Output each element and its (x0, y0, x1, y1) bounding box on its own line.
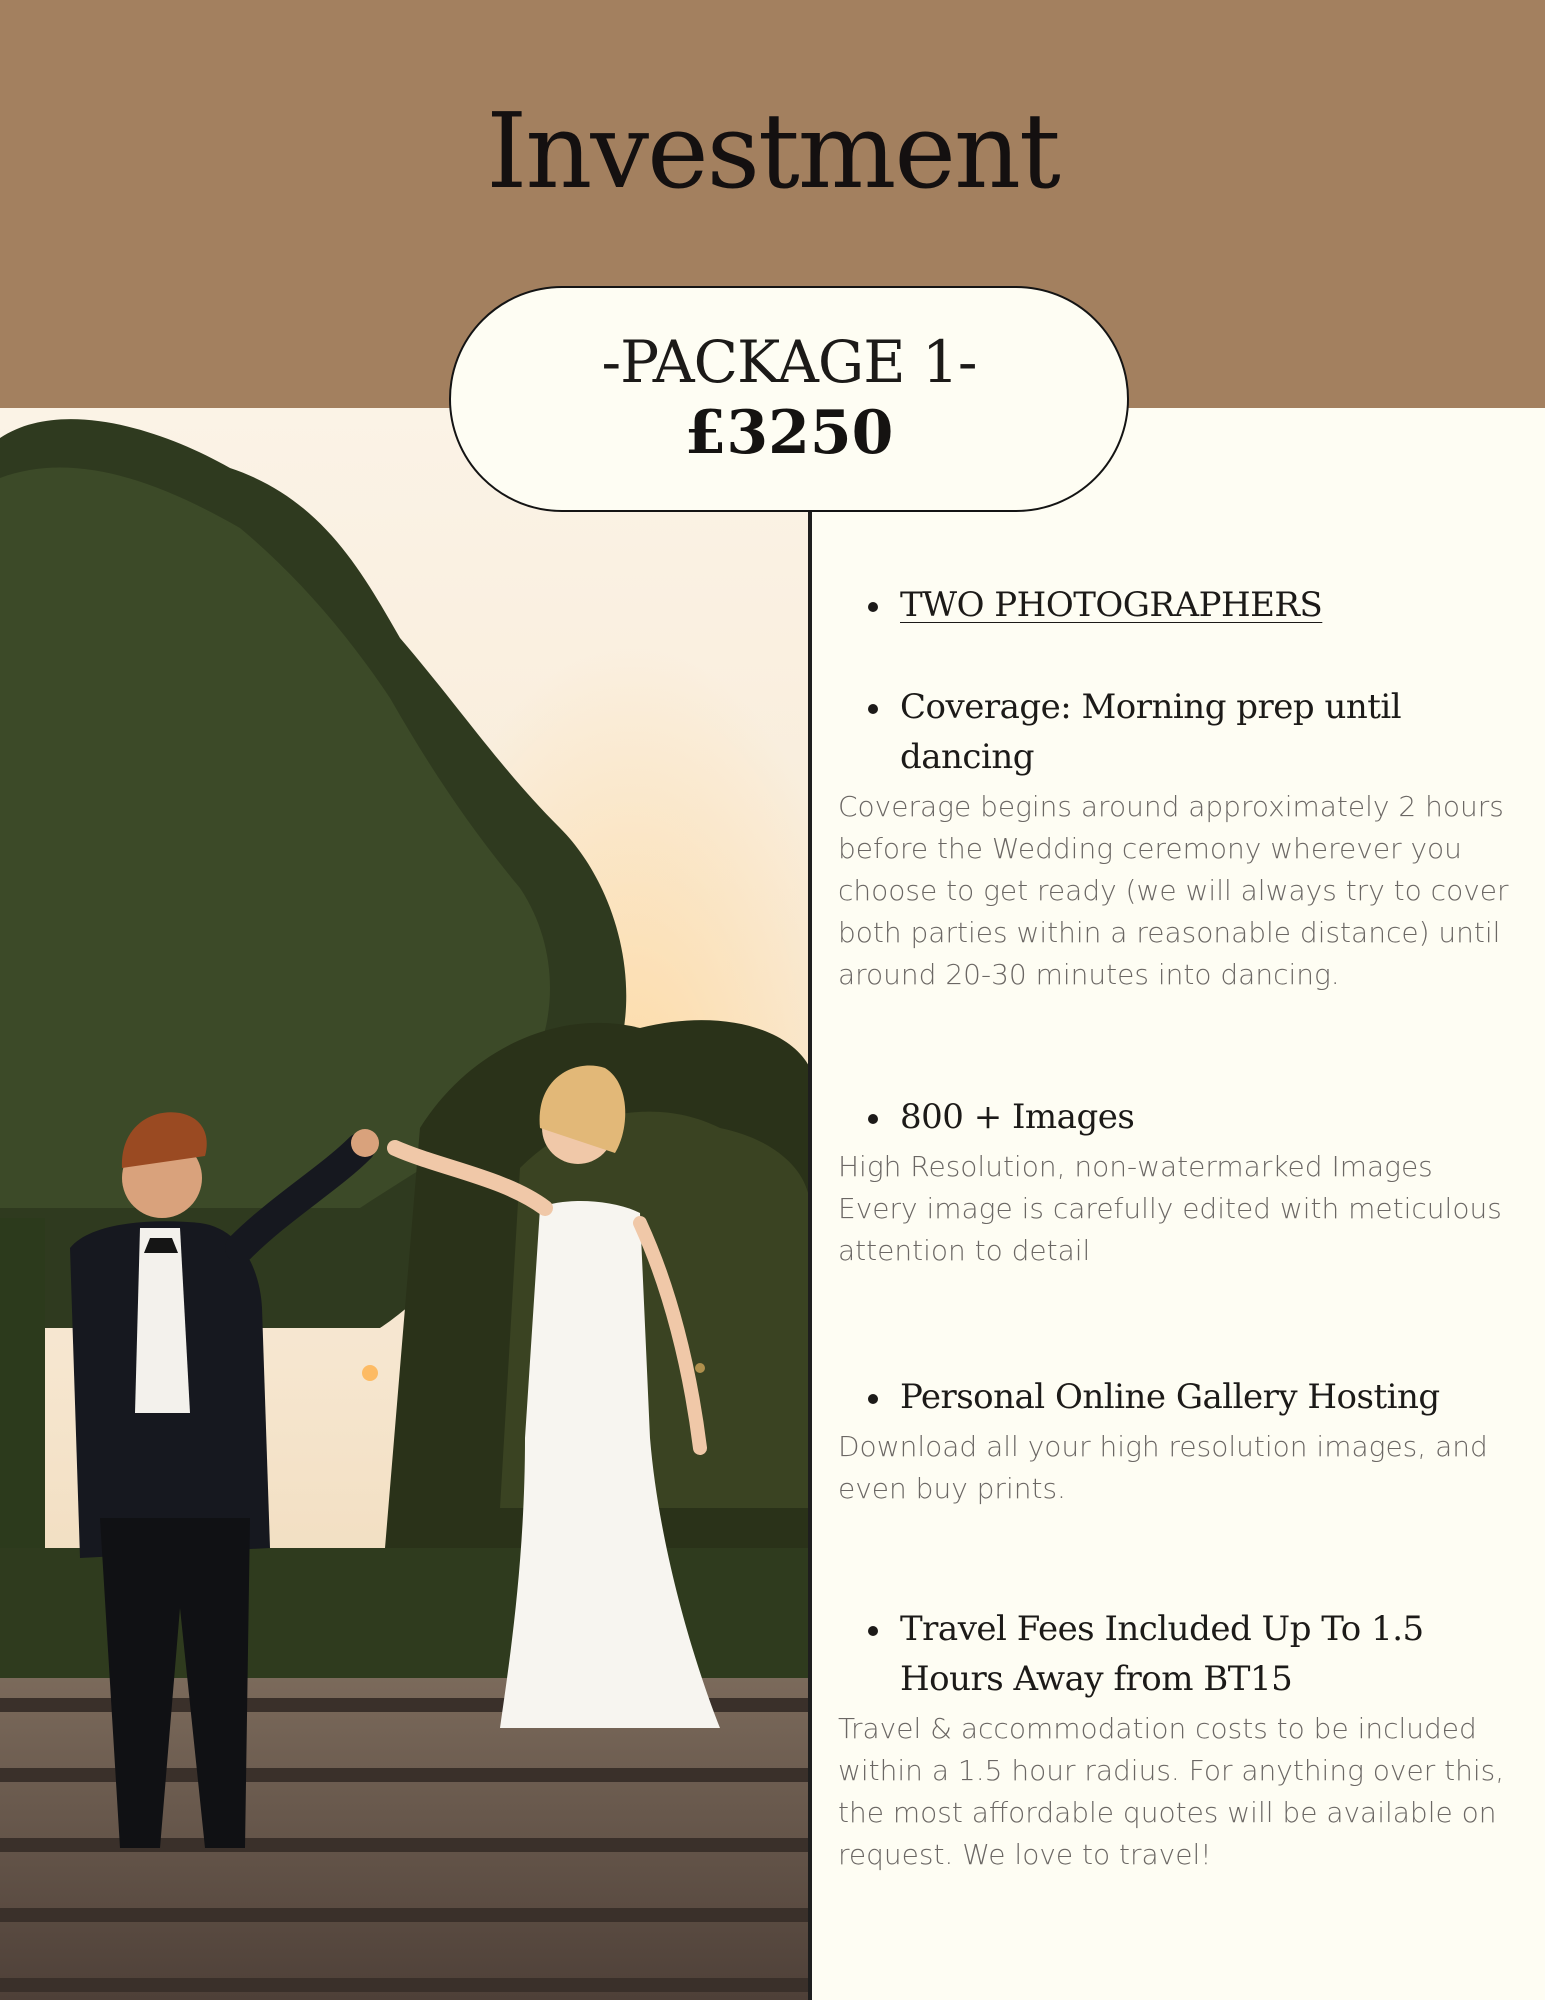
feature-heading: Travel Fees Included Up To 1.5 Hours Away from BT15 (838, 1604, 1518, 1704)
feature-description: Download all your high resolution images, and even buy prints. (838, 1430, 1488, 1505)
list-item (838, 1372, 1518, 1510)
package-label: - PACKAGE 1 - (451, 328, 1127, 396)
package-price: £3250 (684, 398, 894, 468)
wedding-couple-photo (0, 408, 810, 2000)
page-title: Investment (486, 90, 1059, 212)
feature-heading: TWO PHOTOGRAPHERS (838, 580, 1518, 630)
feature-heading: Coverage: Morning prep until dancing (838, 682, 1518, 782)
feature-heading: 800 + Images (838, 1092, 1518, 1142)
list-item (838, 1092, 1518, 1272)
list-item (838, 1604, 1518, 1876)
feature-description: High Resolution, non-watermarked Images Every image is carefully edited with meticulous attention to detail (838, 1150, 1502, 1267)
feature-heading: Personal Online Gallery Hosting (838, 1372, 1518, 1422)
package-badge (449, 286, 1129, 512)
feature-list (838, 580, 1518, 1876)
list-item (838, 682, 1518, 996)
list-item (838, 580, 1518, 630)
feature-description: Travel & accommodation costs to be included within a 1.5 hour radius. For anything over this, the most affordable quotes will be available on request. We love to travel! (838, 1712, 1505, 1871)
divider-line (810, 510, 812, 2000)
feature-description: Coverage begins around approximately 2 hours before the Wedding ceremony wherever you choose to get ready (we will always try to cover both parties within a reasonable distance) until around 20-30 minutes into dancing. (838, 790, 1509, 991)
